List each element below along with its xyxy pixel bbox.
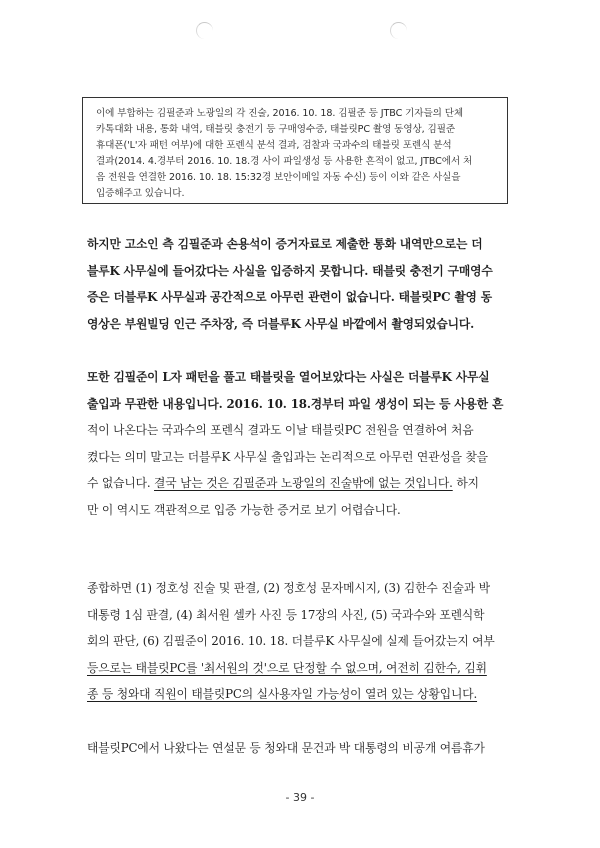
underlined-text-line: 종 등 청와대 직원이 태블릿PC의 실사용자일 가능성이 열려 있는 상황입니다. xyxy=(87,687,478,702)
page-number: - 39 - xyxy=(285,791,315,804)
text-segment: 하지 xyxy=(452,476,479,491)
quote-line: 입증해주고 있습니다. xyxy=(96,188,185,199)
paragraph-l-pattern xyxy=(87,364,517,524)
text-line: 영상은 부원빌딩 인근 주차장, 즉 더블루K 사무실 바깥에서 촬영되었습니다. xyxy=(87,316,475,331)
quote-line: 이에 부합하는 김필준과 노광일의 각 진술, 2016. 10. 18. 김필준 등 JTBC 기자들의 단체 xyxy=(96,108,464,119)
text-line: 회의 판단, (6) 김필준이 2016. 10. 18. 더블루K 사무실에 실제 들어갔는지 여부 xyxy=(87,634,495,649)
paragraph-summary xyxy=(87,575,517,708)
quote-line: 휴대폰('L'자 패턴 여부)에 대한 포렌식 분석 결과, 검찰과 국과수의 태블릿 포렌식 분석 xyxy=(96,140,452,151)
text-line xyxy=(87,470,517,497)
quote-line: 카톡대화 내용, 통화 내역, 태블릿 충전기 등 구매영수증, 태블릿PC 촬영 동영상, 김필준 xyxy=(96,124,456,135)
text-line: 블루K 사무실에 들어갔다는 사실을 입증하지 못합니다. 태블릿 충전기 구매영수 xyxy=(87,263,493,278)
text-line: 대통령 1심 판결, (4) 최서원 셀카 사진 등 17장의 사진, (5) 국과수와 포렌식학 xyxy=(87,607,485,622)
text-line: 태블릿PC에서 나왔다는 연설문 등 청와대 문건과 박 대통령의 비공개 여름휴가 xyxy=(87,741,485,755)
underlined-statement: 결국 남는 것은 김필준과 노광일의 진술밖에 없는 것입니다. xyxy=(154,476,453,491)
text-line: 출입과 무관한 내용입니다. 2016. 10. 18.경부터 파일 생성이 되는 등 사용한 흔 xyxy=(87,396,504,411)
text-line: 증은 더블루K 사무실과 공간적으로 아무런 관련이 없습니다. 태블릿PC 촬영 동 xyxy=(87,290,493,305)
paragraph-phone-records xyxy=(87,231,517,337)
quote-line: 결과(2014. 4.경부터 2016. 10. 18.경 사이 파일생성 등 사용한 흔적이 없고, JTBC에서 처 xyxy=(96,156,473,167)
quote-line: 음 전원을 연결한 2016. 10. 18. 15:32경 보안이메일 자동 수신) 등이 이와 같은 사실을 xyxy=(96,172,461,183)
text-line: 켰다는 의미 말고는 더블루K 사무실 출입과는 논리적으로 아무런 연관성을 찾을 xyxy=(87,449,488,464)
text-line: 적이 나온다는 국과수의 포렌식 결과도 이날 태블릿PC 전원을 연결하여 처음 xyxy=(87,423,474,438)
text-line: 만 이 역시도 객관적으로 입증 가능한 증거로 보기 어렵습니다. xyxy=(87,502,401,517)
underlined-text-line: 등으로는 태블릿PC를 '최서원의 것'으로 단정할 수 없으며, 여전히 김한수, 김휘 xyxy=(87,660,487,675)
punch-hole-mark xyxy=(390,22,407,39)
text-line: 종합하면 (1) 정호성 진술 및 판결, (2) 정호성 문자메시지, (3) 김한수 진술과 박 xyxy=(87,581,490,595)
text-segment: 수 없습니다. xyxy=(87,476,155,491)
punch-hole-mark xyxy=(196,22,213,39)
text-line: 또한 김필준이 L자 패턴을 풀고 태블릿을 열어보았다는 사실은 더블루K 사무실 xyxy=(87,370,490,384)
text-line: 하지만 고소인 측 김필준과 손용석이 증거자료로 제출한 통화 내역만으로는 더 xyxy=(87,237,483,251)
quote-box xyxy=(82,97,508,204)
paragraph-speech-documents xyxy=(87,735,517,762)
